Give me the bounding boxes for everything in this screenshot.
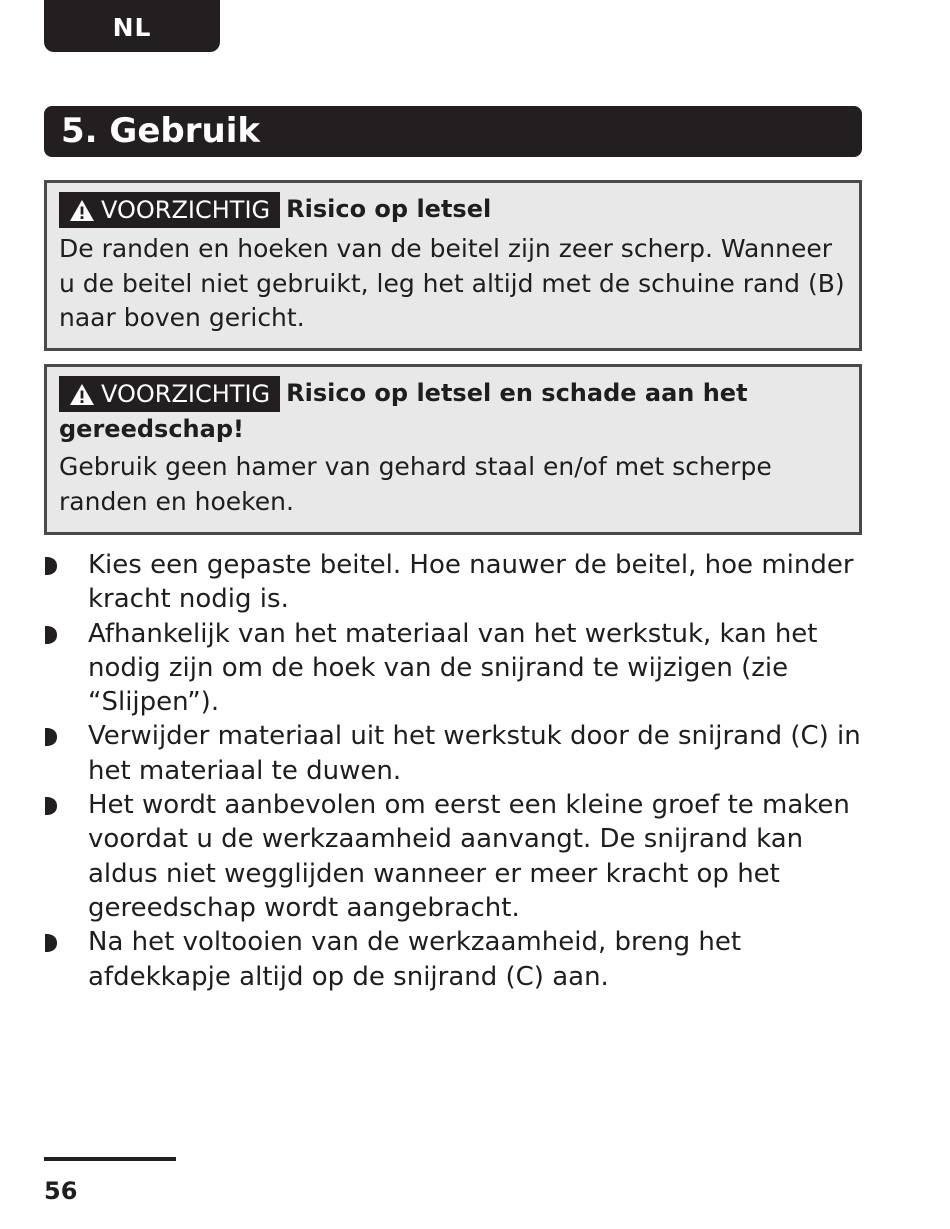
bullet-icon xyxy=(44,626,58,644)
list-item xyxy=(44,925,874,994)
warning-triangle-icon xyxy=(69,199,95,222)
caution-badge-label: VOORZICHTIG xyxy=(101,196,271,224)
bullet-icon xyxy=(44,934,58,952)
list-item-text: Na het voltooien van de werkzaamheid, breng het afdekkapje altijd op de snijrand (C) aan. xyxy=(88,927,742,992)
bullet-icon xyxy=(44,728,58,746)
list-item xyxy=(44,617,874,720)
caution-heading xyxy=(59,376,845,446)
list-item-text: Verwijder materiaal uit het werkstuk door de snijrand (C) in het materiaal te duwen. xyxy=(88,721,861,786)
bullet-icon xyxy=(44,797,58,815)
list-item xyxy=(44,548,874,617)
caution-badge xyxy=(59,192,280,228)
caution-heading xyxy=(59,192,845,228)
caution-text: Gebruik geen hamer van gehard staal en/of met scherpe randen en hoeken. xyxy=(59,452,772,516)
instruction-list xyxy=(44,548,874,994)
section-title: 5. Gebruik xyxy=(44,106,862,157)
list-item xyxy=(44,788,874,925)
caution-box-injury xyxy=(44,180,862,351)
caution-text: De randen en hoeken van de beitel zijn zeer scherp. Wanneer u de beitel niet gebruikt, leg het altijd met de schuine rand (B) naar boven gericht. xyxy=(59,234,845,332)
caution-badge xyxy=(59,376,280,412)
caution-box-damage xyxy=(44,364,862,535)
warning-triangle-icon xyxy=(69,383,95,406)
caution-title: Risico op letsel xyxy=(286,195,492,223)
list-item-text: Kies een gepaste beitel. Hoe nauwer de beitel, hoe minder kracht nodig is. xyxy=(88,550,854,615)
bullet-icon xyxy=(44,557,58,575)
list-item xyxy=(44,719,874,788)
caution-title: Risico op letsel en schade aan het gereedschap! xyxy=(59,379,748,443)
list-item-text: Afhankelijk van het materiaal van het werkstuk, kan het nodig zijn om de hoek van de snijrand te wijzigen (zie “Slijpen”). xyxy=(88,618,818,718)
page-number: 56 xyxy=(44,1177,78,1205)
footer-rule xyxy=(44,1157,176,1161)
caution-badge-label: VOORZICHTIG xyxy=(101,380,271,408)
list-item-text: Het wordt aanbevolen om eerst een kleine groef te maken voordat u de werkzaamheid aanvangt. De snijrand kan aldus niet wegglijden wanneer er meer kracht op het gereedschap wordt aangebracht. xyxy=(88,790,850,923)
language-tab: NL xyxy=(44,0,220,52)
